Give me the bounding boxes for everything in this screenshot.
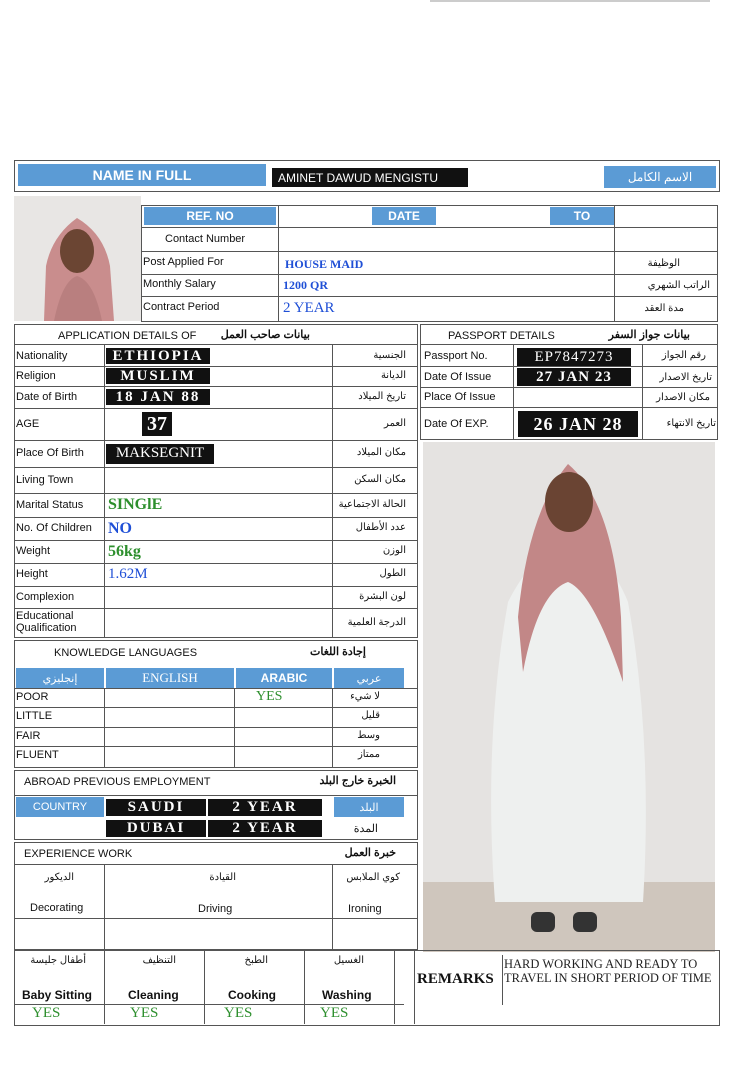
driving-label: Driving (198, 903, 233, 915)
arabic-level-value-0: YES (256, 689, 283, 704)
language-level-ar-1: قليل (361, 710, 380, 721)
language-level-2: FAIR (16, 730, 41, 742)
date-label: DATE (372, 207, 436, 225)
washing-label: Washing (322, 988, 372, 1002)
issue-date-label: Date Of Issue (424, 371, 492, 383)
ref-no-label: REF. NO (144, 207, 276, 225)
contact-label: Contact Number (165, 233, 246, 245)
full-body-photo (423, 442, 715, 952)
passport-no-value: EP7847273 (517, 348, 631, 366)
cleaning-value: YES (130, 1005, 159, 1021)
ironing-label: Ironing (348, 903, 382, 915)
application-value-3: 37 (142, 412, 172, 436)
name-value: AMINET DAWUD MENGISTU (272, 168, 468, 187)
arabic-header: ARABIC (236, 668, 332, 688)
application-value-0: ETHIOPIA (106, 348, 210, 364)
application-label-ar-11: الدرجة العلمية (347, 616, 406, 628)
application-value-7: NO (108, 519, 132, 537)
country-ar-label: البلد (334, 797, 404, 817)
english-ar-label: إنجليزي (16, 668, 104, 688)
application-label-7: No. Of Children (16, 522, 92, 534)
cooking-value: YES (224, 1005, 253, 1021)
abroad-period-2: 2 YEAR (208, 820, 322, 837)
application-value-2: 18 JAN 88 (106, 389, 210, 405)
to-label: TO (550, 207, 614, 225)
application-label-6: Marital Status (16, 498, 84, 511)
languages-title-ar: إجادة اللغات (310, 646, 366, 658)
language-level-ar-2: وسط (357, 730, 380, 741)
contract-label-ar: مدة العقد (644, 303, 684, 314)
washing-value: YES (320, 1005, 349, 1021)
passport-no-ar: رقم الجواز (661, 350, 706, 361)
application-label-ar-1: الديانة (380, 369, 406, 381)
application-value-8: 56kg (108, 542, 141, 560)
remarks-label: REMARKS (417, 971, 494, 987)
application-value-4: MAKSEGNIT (106, 444, 214, 464)
application-label-3: AGE (16, 417, 40, 430)
baby-sitting-value: YES (32, 1005, 61, 1021)
application-label-ar-0: الجنسية (373, 349, 406, 361)
application-label-8: Weight (16, 545, 51, 557)
application-label-0: Nationality (16, 349, 68, 362)
baby-sitting-ar: أطفال جليسة (30, 955, 86, 966)
contract-value: 2 YEAR (283, 300, 335, 316)
language-level-ar-0: لا شيء (350, 691, 380, 702)
application-value-6: SINGlE (108, 496, 163, 513)
period-ar-label: المدة (353, 823, 378, 835)
application-title: APPLICATION DETAILS OF (58, 330, 197, 342)
languages-title: KNOWLEDGE LANGUAGES (54, 647, 198, 659)
application-value-1: MUSLIM (106, 368, 210, 384)
abroad-title: ABROAD PREVIOUS EMPLOYMENT (24, 776, 211, 788)
application-label-1: Religion (16, 369, 56, 382)
place-of-issue-ar: مكان الاصدار (656, 392, 710, 403)
post-label: Post Applied For (143, 256, 224, 268)
remarks-text: HARD WORKING AND READY TO TRAVEL IN SHORT PERIOD OF TIME (504, 957, 712, 985)
passport-no-label: Passport No. (424, 350, 488, 362)
abroad-title-ar: الخبرة خارج البلد (319, 775, 396, 787)
application-label-9: Height (16, 568, 48, 580)
abroad-period-1: 2 YEAR (208, 799, 322, 816)
application-label-ar-2: تاريخ الميلاد (358, 390, 406, 402)
experience-title: EXPERIENCE WORK (24, 848, 133, 860)
passport-title: PASSPORT DETAILS (448, 330, 555, 342)
scan-edge-mark (430, 0, 710, 2)
cleaning-label: Cleaning (128, 988, 179, 1002)
experience-title-ar: خبرة العمل (344, 847, 396, 859)
language-level-ar-3: ممتاز (357, 749, 380, 760)
expiry-date-value: 26 JAN 28 (518, 411, 638, 437)
application-value-9: 1.62M (108, 565, 148, 582)
application-label-5: Living Town (16, 473, 74, 486)
cooking-label: Cooking (228, 988, 276, 1002)
application-label-4: Place Of Birth (16, 447, 84, 459)
salary-label: Monthly Salary (143, 278, 216, 290)
arabic-ar-label: عربي (334, 668, 404, 688)
english-header: ENGLISH (106, 668, 234, 688)
place-of-issue-label: Place Of Issue (424, 391, 496, 403)
application-label-ar-7: عدد الأطفال (355, 522, 406, 533)
abroad-country-1: SAUDI (106, 799, 206, 816)
application-label-ar-8: الوزن (382, 545, 406, 556)
contract-label: Contract Period (143, 301, 220, 313)
decorating-ar: الديكور (44, 872, 74, 883)
issue-date-ar: تاريخ الاصدار (659, 372, 712, 383)
cleaning-ar: التنظيف (142, 955, 176, 966)
decorating-label: Decorating (30, 902, 84, 914)
cooking-ar: الطبخ (244, 955, 268, 966)
application-label-10: Complexion (16, 590, 75, 603)
expiry-date-ar: تاريخ الانتهاء (666, 418, 716, 429)
passport-title-ar: بيانات جواز السفر (608, 329, 690, 341)
application-label-ar-3: العمر (384, 417, 406, 429)
language-level-0: POOR (16, 691, 49, 703)
washing-ar: الغسيل (333, 955, 364, 966)
post-value: HOUSE MAID (285, 257, 364, 271)
abroad-country-2: DUBAI (106, 820, 206, 837)
post-label-ar: الوظيفة (647, 258, 680, 269)
name-label: NAME IN FULL (18, 164, 266, 186)
country-label: COUNTRY (16, 797, 104, 817)
portrait-photo (14, 196, 141, 321)
application-label-ar-4: مكان الميلاد (356, 447, 406, 458)
salary-label-ar: الراتب الشهري (647, 280, 710, 291)
application-label-ar-10: لون البشرة (359, 590, 406, 602)
application-label-ar-9: الطول (379, 568, 406, 579)
application-title-ar: بيانات صاحب العمل (220, 329, 310, 341)
application-label-11: Educational Qualification (16, 610, 77, 634)
application-label-2: Date of Birth (16, 390, 78, 403)
baby-sitting-label: Baby Sitting (22, 988, 93, 1002)
expiry-date-label: Date Of EXP. (424, 418, 489, 430)
language-level-1: LITTLE (16, 710, 53, 722)
name-label-ar: الاسم الكامل (604, 166, 716, 188)
language-level-3: FLUENT (16, 749, 59, 761)
salary-value: 1200 QR (283, 278, 328, 292)
driving-ar: القيادة (209, 872, 236, 883)
application-label-ar-6: الحالة الاجتماعية (338, 498, 406, 510)
application-label-ar-5: مكان السكن (354, 473, 406, 485)
ironing-ar: كوي الملابس (346, 872, 400, 883)
issue-date-value: 27 JAN 23 (517, 368, 631, 386)
